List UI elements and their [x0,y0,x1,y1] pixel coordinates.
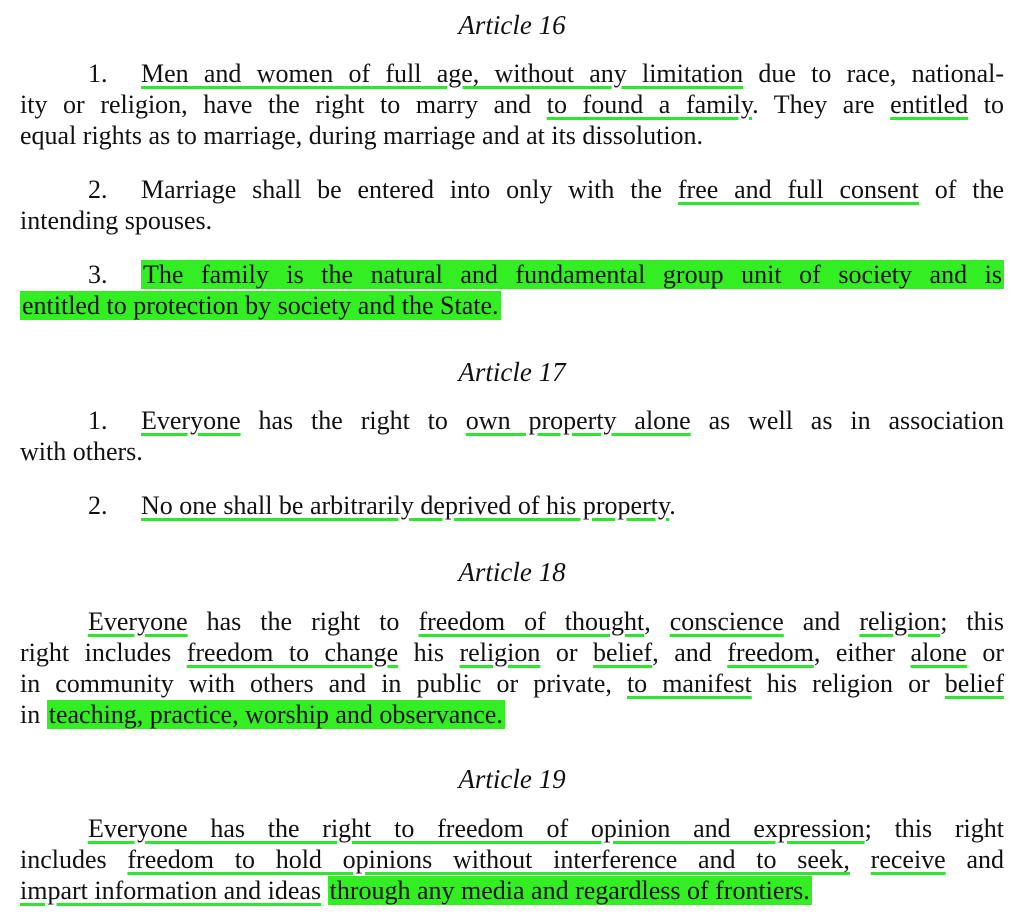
highlighted-phrase: entitled to protection by society and the State. [22,291,499,320]
underlined-phrase: to found a family [546,90,753,119]
underlined-phrase: impart information and ideas [20,876,322,905]
underlined-phrase: Men and women of full age, without any limitation [141,59,744,88]
article-16-para-1-line-3: equal rights as to marriage, during marriage and at its dissolution. [20,121,704,150]
article-18-line-4: in teaching, practice, worship and observance. [20,700,503,729]
article-17-para-1-line-2: with others. [20,437,143,466]
underlined-phrase: Everyone has the right to freedom of opinion and expression [88,814,865,843]
article-16-para-3-line-2 [20,290,1004,321]
article-16-para-3-line-1 [20,259,1004,290]
article-17-para-1-line-1: 1. Everyone has the right to own property alone as well as in association [88,406,1004,435]
article-19-line-1: Everyone has the right to freedom of opinion and expression; this right [88,814,1004,843]
highlighted-phrase: The family is the natural and fundamental group unit of society and is [143,260,1002,289]
underlined-phrase: Everyone [88,607,188,636]
underlined-phrase: alone [910,638,967,667]
underlined-phrase: belief [944,669,1004,698]
para-number: 1. [88,406,108,435]
article-19-title: Article 19 [458,764,566,794]
article-17-title: Article 17 [458,357,566,387]
underlined-phrase: No one shall be arbitrarily deprived of his property [141,491,670,520]
underlined-phrase: belief [593,638,653,667]
highlighted-phrase: through any media and regardless of frontiers. [329,876,810,905]
underlined-phrase: conscience [669,607,784,636]
article-16-para-1-line-1: 1. Men and women of full age, without any limitation due to race, national- [88,59,1004,88]
article-18-line-1: Everyone has the right to freedom of thought, conscience and religion; this [88,607,1004,636]
article-16-para-2-line-1: 2. Marriage shall be entered into only with the free and full consent of the [88,175,1005,204]
article-16-para-1-line-2: ity or religion, have the right to marry and to found a family. They are entitled to [20,90,1004,119]
para-number: 2. [88,491,108,520]
article-17-para-2-line-1: 2. No one shall be arbitrarily deprived of his property. [88,491,676,520]
article-19-line-3 [20,875,1004,906]
underlined-phrase: to manifest [626,669,752,698]
article-19-line-2: includes freedom to hold opinions without interference and to seek, receive and [20,845,1004,874]
para-number: 2. [88,175,108,204]
underlined-phrase: own property alone [465,406,691,435]
underlined-phrase: freedom [727,638,814,667]
article-16-title: Article 16 [458,10,566,40]
underlined-phrase: freedom of thought [418,607,645,636]
article-18-title: Article 18 [458,557,566,587]
underlined-phrase: free and full consent [677,175,919,204]
underlined-phrase: receive [870,845,946,874]
article-18-line-2: right includes freedom to change his religion or belief, and freedom, either alone or [20,638,1005,667]
underlined-phrase: freedom to hold opinions without interference and to seek, [127,845,850,874]
article-16-para-2-line-2: intending spouses. [20,206,213,235]
underlined-phrase: freedom to change [186,638,399,667]
underlined-phrase: entitled [890,90,969,119]
underlined-phrase: religion [859,607,941,636]
para-number: 1. [88,59,108,88]
underlined-phrase: religion [459,638,541,667]
para-number: 3. [88,260,108,289]
article-18-line-3: in community with others and in public or private, to manifest his religion or belief [20,669,1004,698]
underlined-phrase: Everyone [141,406,241,435]
highlighted-phrase: teaching, practice, worship and observance. [48,700,503,729]
